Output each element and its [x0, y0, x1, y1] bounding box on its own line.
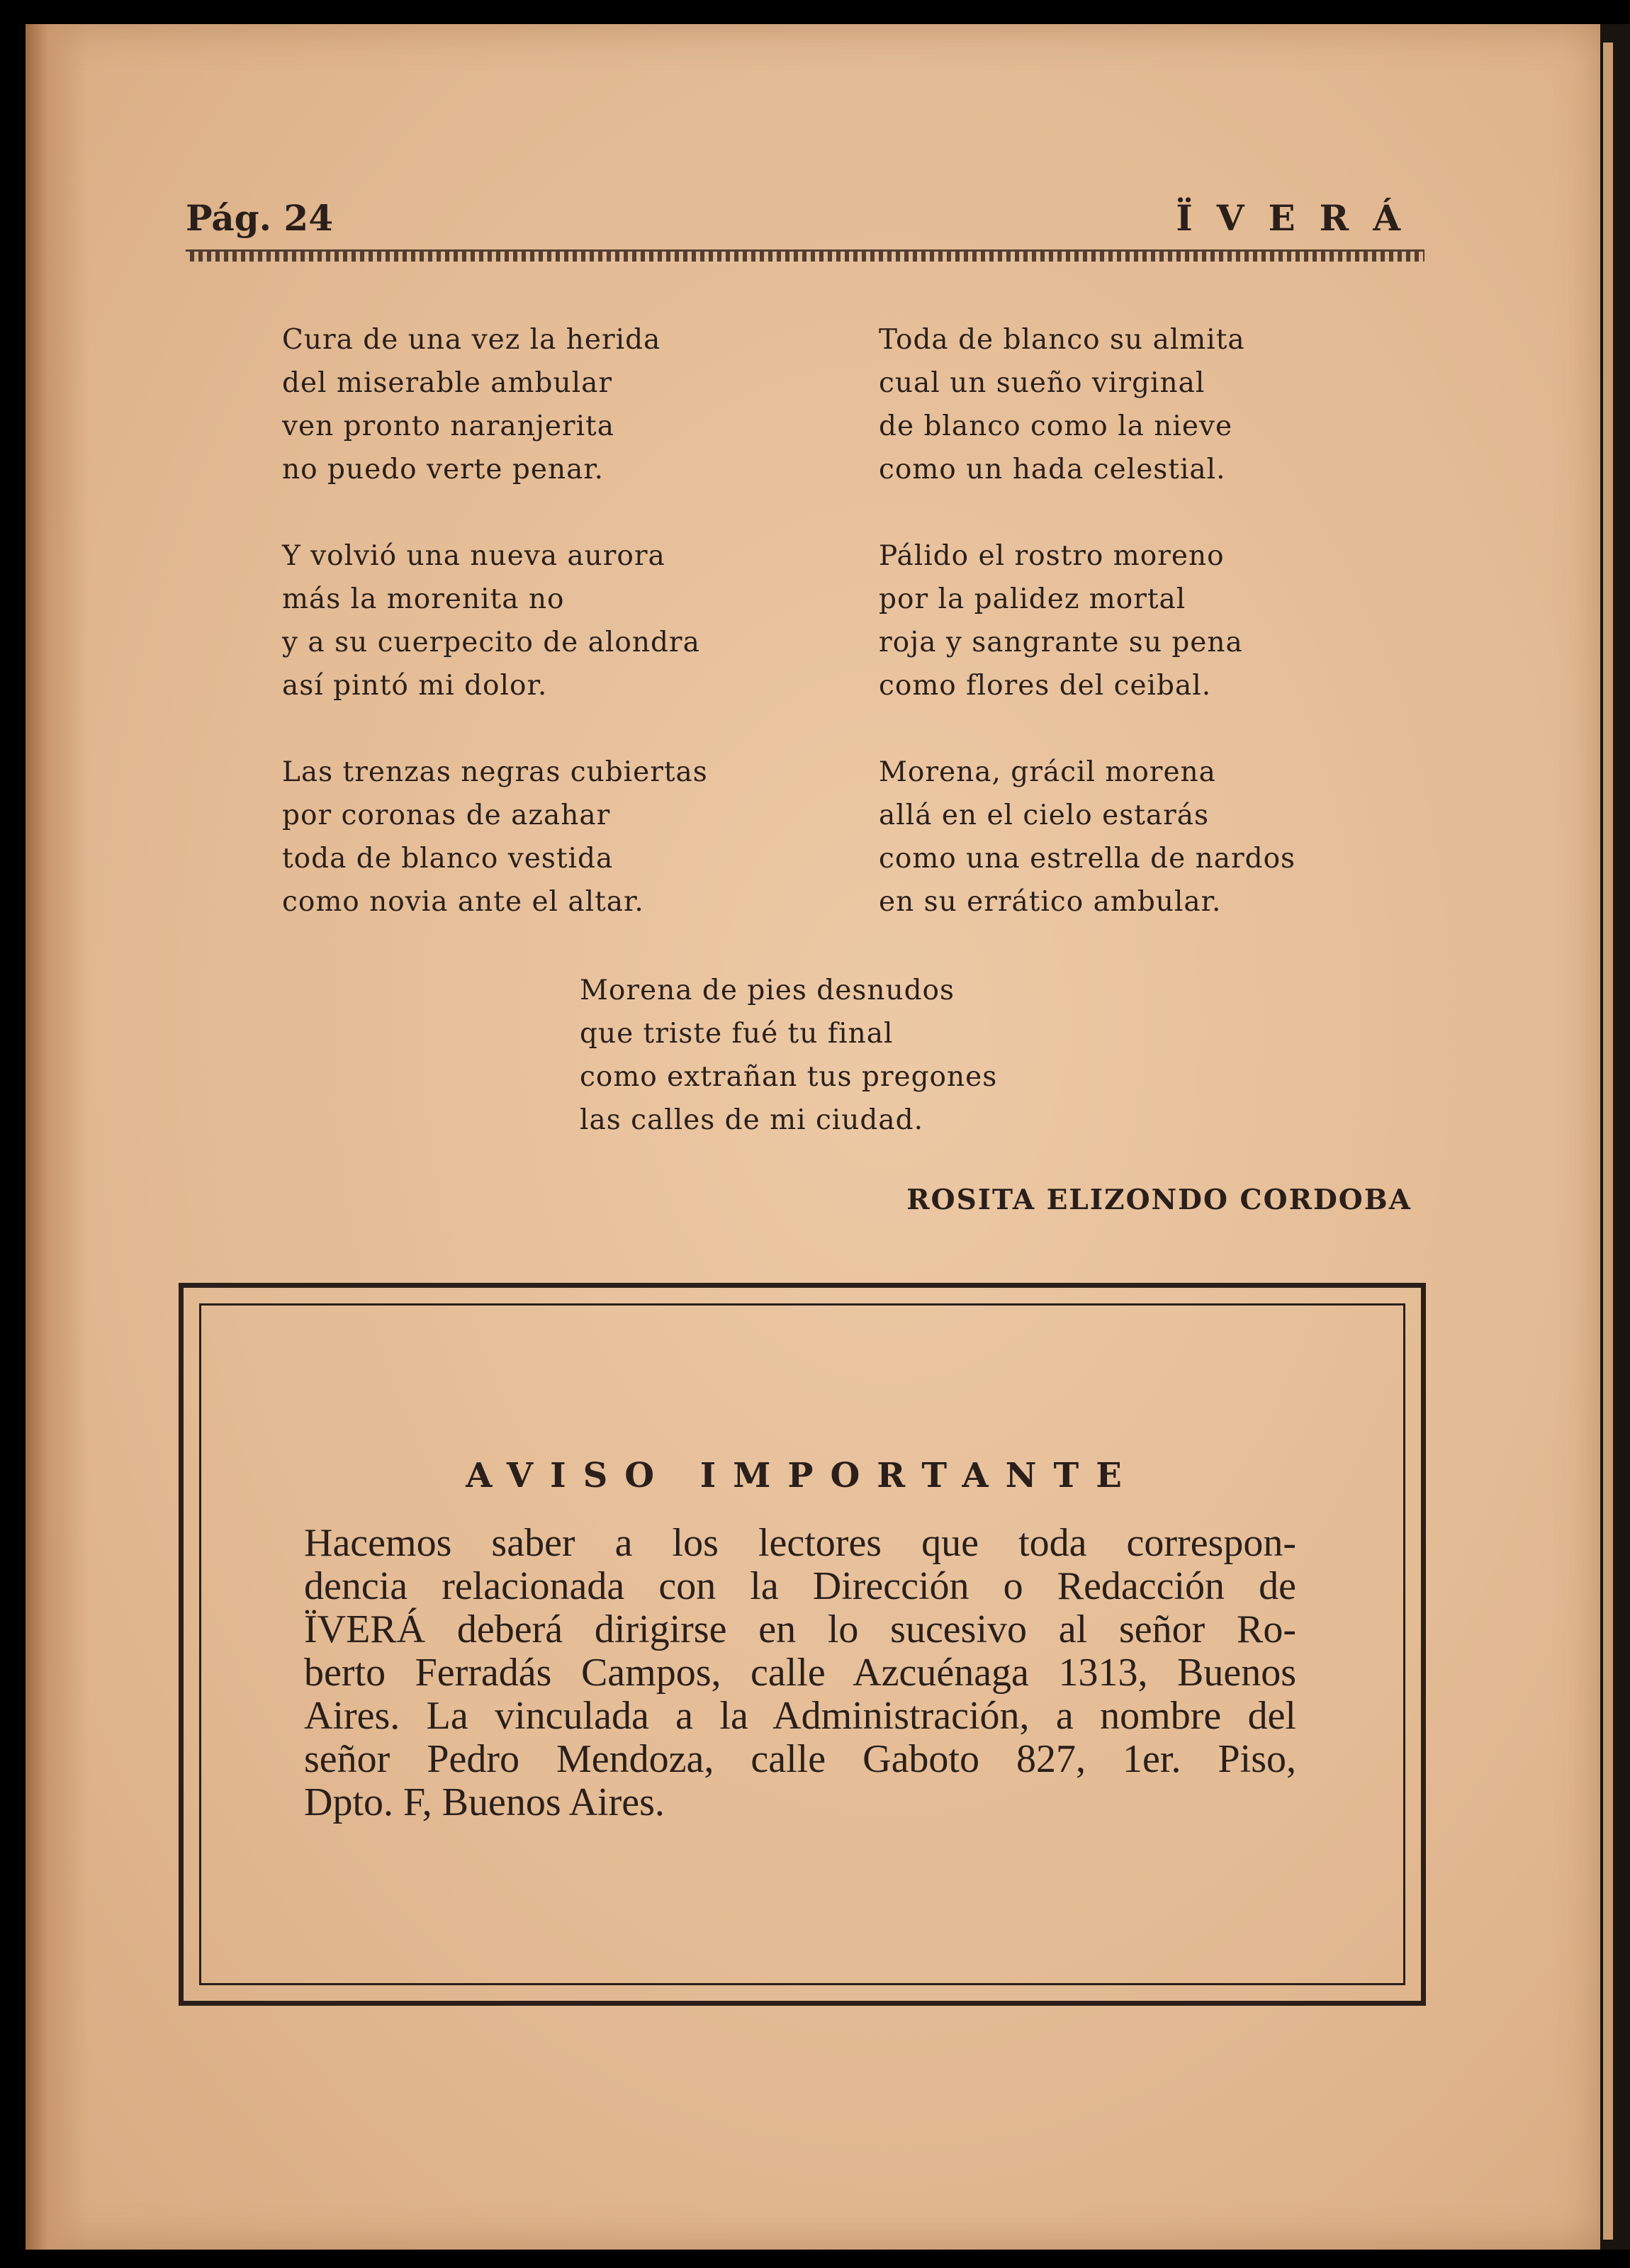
poem-line: allá en el cielo estarás	[879, 799, 1210, 831]
poem-line: las calles de mi ciudad.	[580, 1104, 923, 1136]
notice-body	[304, 1522, 1296, 1824]
poem-line: como extrañan tus pregones	[580, 1061, 998, 1093]
poem-left-column	[282, 318, 806, 967]
next-page-edge	[1603, 43, 1613, 2240]
poem-line: Pálido el rostro moreno	[879, 540, 1225, 572]
poem-line: ven pronto naranjerita	[282, 410, 614, 442]
stanza	[282, 534, 806, 707]
poem-line: Y volvió una nueva aurora	[282, 540, 665, 572]
poem-line: por la palidez mortal	[879, 583, 1186, 615]
poem-line: que triste fué tu final	[580, 1018, 894, 1050]
poem-line: Toda de blanco su almita	[879, 324, 1245, 356]
poem-line: cual un sueño virginal	[879, 367, 1205, 399]
notice-line: berto Ferradás Campos, calle Azcuénaga 1313, Buenos	[304, 1651, 1296, 1695]
notice-title: AVISO IMPORTANTE	[466, 1456, 1139, 1495]
poem-line: Las trenzas negras cubiertas	[282, 756, 708, 788]
notice-line: señor Pedro Mendoza, calle Gaboto 827, 1er. Piso,	[304, 1737, 1296, 1781]
poem-line: toda de blanco vestida	[282, 843, 614, 875]
poem-line: del miserable ambular	[282, 367, 612, 399]
poem-line: en su errático ambular.	[879, 886, 1222, 918]
magazine-title: ÏVERÁ	[1176, 197, 1424, 239]
poem-line: como un hada celestial.	[879, 454, 1226, 485]
poem-right-column	[879, 318, 1403, 967]
stanza	[282, 751, 806, 924]
poem-line: de blanco como la nieve	[879, 410, 1233, 442]
page-binding-edge	[26, 24, 89, 2250]
poem-line: Cura de una vez la herida	[282, 324, 661, 356]
poem-line: así pintó mi dolor.	[282, 670, 548, 702]
page-number: Pág. 24	[186, 197, 334, 239]
notice-line: ÏVERÁ deberá dirigirse en lo sucesivo al señor Ro-	[304, 1607, 1296, 1651]
notice-line: Dpto. F, Buenos Aires.	[304, 1780, 665, 1824]
poem-final-stanza	[580, 969, 997, 1142]
poem-line: Morena de pies desnudos	[580, 975, 955, 1006]
notice-line: Hacemos saber a los lectores que toda correspon-	[304, 1521, 1296, 1565]
poem-author: ROSITA ELIZONDO CORDOBA	[906, 1184, 1412, 1216]
notice-line: dencia relacionada con la Dirección o Redacción de	[304, 1564, 1296, 1608]
stanza	[879, 751, 1403, 924]
header-rule	[186, 249, 1424, 262]
poem-line: más la morenita no	[282, 583, 565, 615]
poem-line: como novia ante el altar.	[282, 886, 644, 918]
notice-line: Aires. La vinculada a la Administración, a nombre del	[304, 1694, 1296, 1738]
stanza	[282, 318, 806, 491]
poem-line: roja y sangrante su pena	[879, 627, 1243, 658]
notice-box	[179, 1283, 1426, 2006]
poem-line: y a su cuerpecito de alondra	[282, 627, 700, 658]
page-header	[186, 197, 1424, 254]
poem-line: por coronas de azahar	[282, 799, 611, 831]
poem-line: como flores del ceibal.	[879, 670, 1212, 702]
stanza	[879, 534, 1403, 707]
poem-line: Morena, grácil morena	[879, 756, 1216, 788]
poem-line: como una estrella de nardos	[879, 843, 1296, 875]
poem-line: no puedo verte penar.	[282, 454, 605, 485]
stanza	[879, 318, 1403, 491]
